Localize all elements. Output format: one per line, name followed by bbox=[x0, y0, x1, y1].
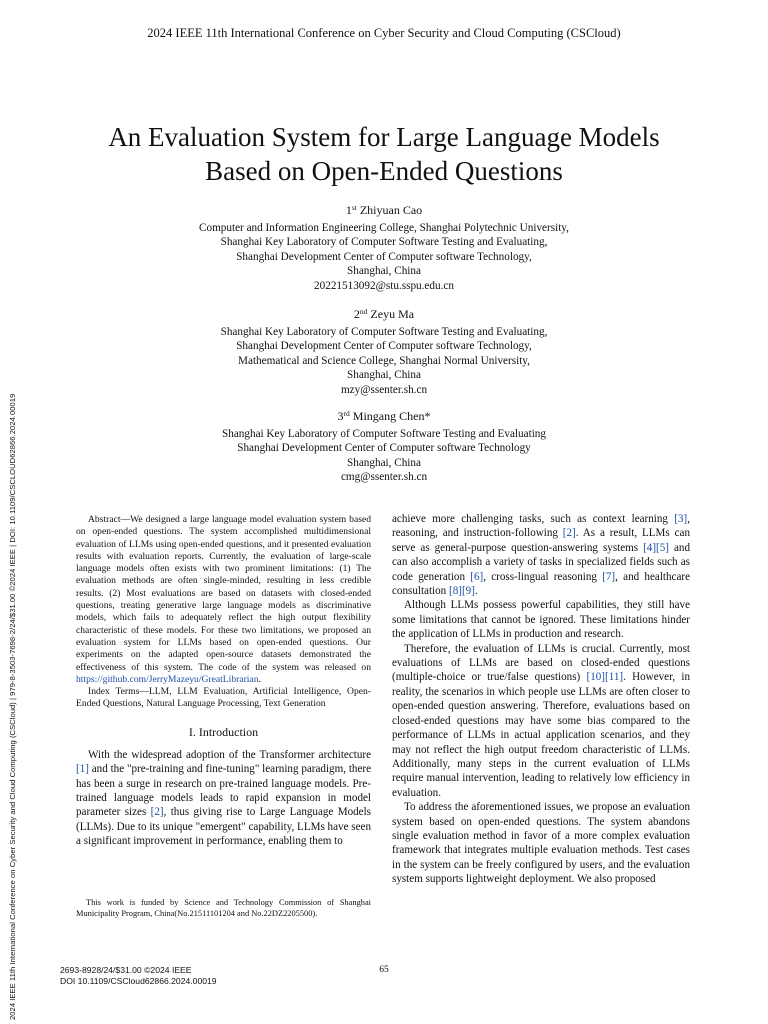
section-heading: I. Introduction bbox=[188, 724, 259, 739]
citation-link[interactable]: [2] bbox=[150, 806, 164, 819]
citation-link[interactable]: [3] bbox=[674, 513, 688, 525]
author-name: 2nd Zeyu Ma bbox=[353, 307, 415, 321]
abstract-lead: Abstract— bbox=[88, 514, 131, 525]
author-email: 20221513092@stu.sspu.edu.cn bbox=[314, 279, 454, 292]
funding-footnote: This work is funded by Science and Technology Commission of Shanghai Municipality Program, China(No.21511101204 and No.22DZ2205500). bbox=[76, 898, 371, 918]
affiliation-line: Shanghai, China bbox=[347, 265, 421, 278]
copyright-sidebar: 2024 IEEE 11th International Conference on Cyber Security and Cloud Computing (CSCloud) | 979-8-3503-7698-2/24/$31.00 ©2024 IEEE | DOI: 10.1109/CSCLOUD62866.2024.00019 bbox=[8, 393, 17, 1020]
affiliation-line: Shanghai Development Center of Computer software Technology, bbox=[236, 250, 532, 263]
page-number: 65 bbox=[379, 965, 389, 975]
left-column bbox=[76, 514, 371, 849]
affiliation-line: Shanghai Key Laboratory of Computer Software Testing and Evaluating bbox=[222, 427, 546, 440]
author-name: 1st Zhiyuan Cao bbox=[345, 203, 423, 217]
citation-link[interactable]: [8][9] bbox=[449, 585, 475, 598]
abstract: Abstract—We designed a large language model evaluation system based on open-ended questions. The system accomplished multidimensional evaluation of LLMs using open-ended questions, and it presented evaluation results with evaluation reports. Currently, the evaluation of large-scale language models often exists with two prominent limitations: (1) The evaluation methods are often single-minded, resulting in less credible results. (2) Most evaluations are based on datasets with closed-ended questions, treating generative large language models as discriminative models, which fails to adequately reflect the high output flexibility characteristic of these models. For these two limitations, we proposed an evaluation system for LLMs based on open-ended questions. Our experiments on the adapted open-source datasets demonstrated the effectiveness of this system. The code of the system was released on https://github.com/JerryMazeyu/GreatLibrarian. bbox=[76, 514, 371, 685]
intro-paragraph: With the widespread adoption of the Transformer architecture [1] and the "pre-training and fine-tuning" learning paradigm, there has been a surge in research on pre-trained language models. Pre-trained language models leads to rapid expansion in model parameter sizes [2], thus giving rise to Large Language Models (LLMs). Due to its unique "emergent" capability, LLMs have seen a significant improvement in performance, enabling them to bbox=[76, 748, 371, 848]
citation-link[interactable]: [4][5] bbox=[643, 541, 669, 554]
affiliation-line: Mathematical and Science College, Shanghai Normal University, bbox=[238, 354, 530, 367]
author-block-3 bbox=[84, 409, 684, 485]
title-line-1: An Evaluation System for Large Language Models bbox=[108, 122, 660, 152]
doi-line: DOI 10.1109/CSCloud62866.2024.00019 bbox=[60, 976, 217, 986]
intro-paragraph: Although LLMs possess powerful capabilities, they still have some limitations that cannot be ignored. These limitations hinder the application of LLMs in production and research. bbox=[392, 599, 690, 641]
citation-link[interactable]: [2] bbox=[562, 527, 576, 540]
citation-link[interactable]: [1] bbox=[76, 763, 89, 776]
author-block-2 bbox=[84, 307, 684, 398]
index-terms: Index Terms—LLM, LLM Evaluation, Artificial Intelligence, Open-Ended Questions, Natural Language Processing, Text Generation bbox=[76, 686, 371, 710]
citation-link[interactable]: [10][11] bbox=[586, 671, 624, 684]
title-line-2: Based on Open-Ended Questions bbox=[205, 156, 563, 186]
affiliation-line: Shanghai Development Center of Computer software Technology, bbox=[236, 340, 532, 353]
intro-paragraph: Therefore, the evaluation of LLMs is crucial. Currently, most evaluations of LLMs are based on closed-ended questions (multiple-choice or true/false questions) [10][11]. However, in reality, the scenarios in which people use LLMs are often closer to open-ended question answering. Therefore, evaluations based on closed-ended questions may have some bias compared to the performance of LLMs in actual application scenarios, and they may not reflect the high output freedom characteristic of LLMs. Additionally, many steps in the current evaluation of LLMs require manual intervention, leading to relatively low efficiency in evaluation. bbox=[392, 642, 691, 799]
author-email: cmg@ssenter.sh.cn bbox=[340, 471, 428, 484]
conference-header: 2024 IEEE 11th International Conference on Cyber Security and Cloud Computing (CSCloud) bbox=[147, 26, 621, 40]
affiliation-line: Shanghai, China bbox=[347, 369, 421, 382]
affiliation-line: Computer and Information Engineering College, Shanghai Polytechnic University, bbox=[199, 221, 569, 234]
right-column bbox=[392, 512, 690, 887]
affiliation-line: Shanghai Development Center of Computer software Technology bbox=[237, 442, 531, 455]
page-footer bbox=[60, 965, 460, 987]
affiliation-line: Shanghai Key Laboratory of Computer Software Testing and Evaluating, bbox=[220, 236, 548, 249]
author-email: mzy@ssenter.sh.cn bbox=[340, 383, 428, 396]
citation-link[interactable]: [6] bbox=[470, 570, 484, 583]
author-block-1 bbox=[84, 203, 684, 294]
intro-paragraph: To address the aforementioned issues, we propose an evaluation system based on open-ended questions. The system abandons single evaluation method in favor of a more complex evaluation framework that integrates multiple evaluation methods. Test cases in the system can be freely configured by users, and the evaluation system supports lightweight deployment. We also proposed bbox=[392, 801, 690, 886]
issn-line: 2693-8928/24/$31.00 ©2024 IEEE bbox=[60, 965, 192, 975]
code-link[interactable]: https://github.com/JerryMazeyu/GreatLibrarian bbox=[76, 673, 259, 685]
affiliation-line: Shanghai Key Laboratory of Computer Software Testing and Evaluating, bbox=[220, 325, 548, 338]
affiliation-line: Shanghai, China bbox=[347, 456, 421, 469]
author-name: 3rd Mingang Chen* bbox=[337, 409, 431, 423]
paper-title bbox=[40, 120, 728, 188]
abstract-body: We designed a large language model evaluation system based on open-ended questions. The system accomplished multidimensional evaluation of LLMs using open-ended questions, and it presented evaluation results with evaluation reports. Currently, the evaluation of large-scale language models often exists with two prominent limitations: (1) The evaluation methods are often single-minded, resulting in less credible results. (2) Most evaluations are based on datasets with closed-ended questions, treating generative large language models as discriminative models, which fails to adequately reflect the high output flexibility characteristic of these models. For these two limitations, we proposed an evaluation system for LLMs based on open-ended questions. Our experiments on the adapted open-source datasets demonstrated the effectiveness of this system. The code of the system was released on bbox=[76, 514, 371, 673]
intro-paragraph: achieve more challenging tasks, such as context learning [3], reasoning, and instruction-following [2]. As a result, LLMs can serve as general-purpose question-answering systems [4][5] and can also accomplish a variety of tasks in specialized fields such as code generation [6], cross-lingual reasoning [7], and healthcare consultation [8][9]. bbox=[392, 513, 690, 598]
citation-link[interactable]: [7] bbox=[602, 570, 616, 583]
